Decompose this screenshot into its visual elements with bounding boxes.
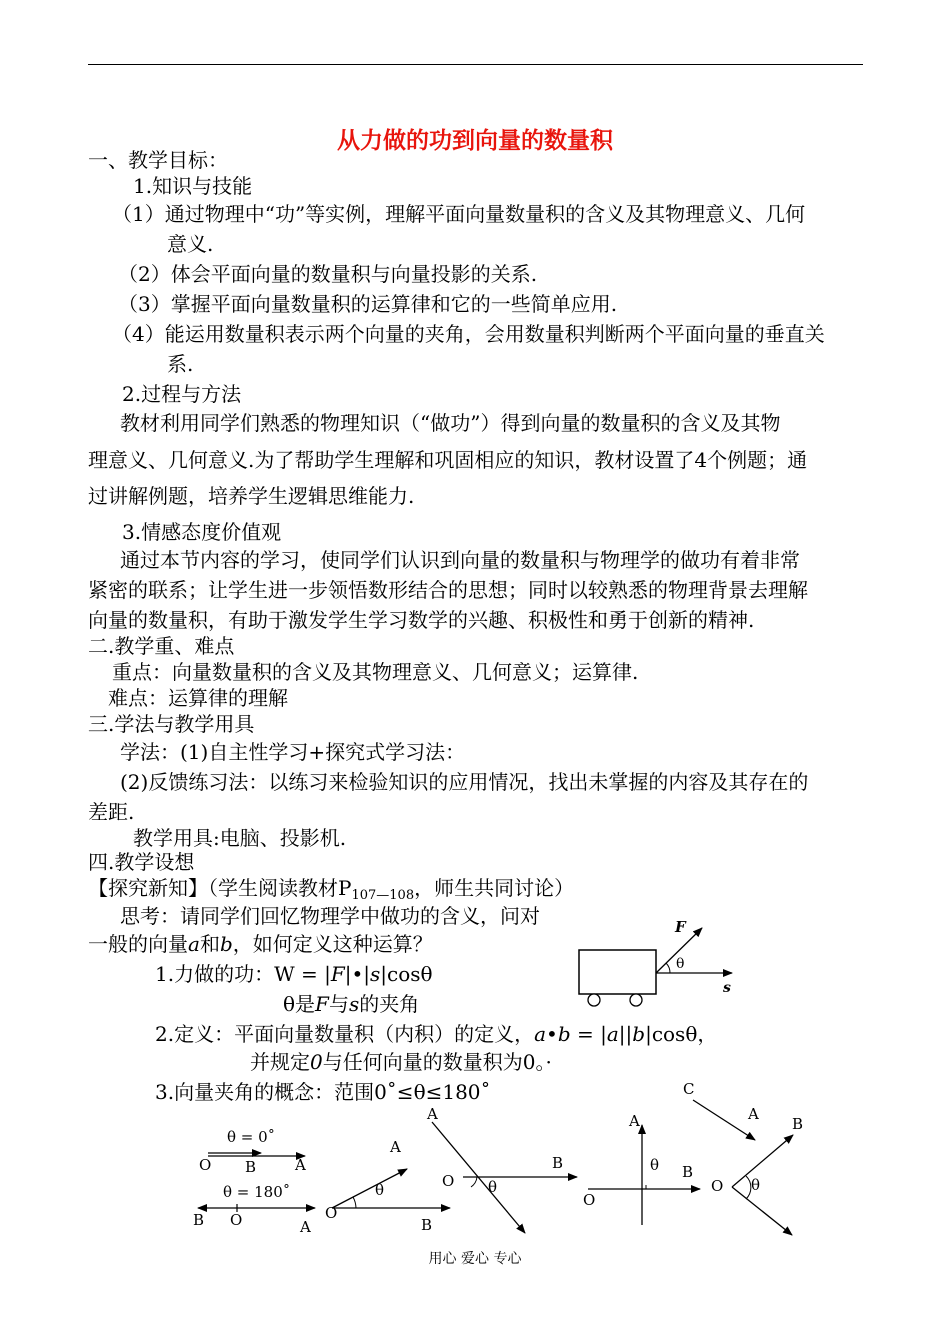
goal-4-cont: 系. <box>167 352 194 376</box>
paragraph-process-3: 过讲解例题，培养学生逻辑思维能力. <box>88 484 415 508</box>
angle-arc <box>353 1197 356 1208</box>
label-A: A <box>295 1156 306 1174</box>
work-formula: 1.力做的功：W = |F|•|s|cosθ <box>155 962 433 986</box>
think-question-2: 一般的向量a和b，如何定义这种运算？ <box>88 932 433 956</box>
goal-4: （4）能运用数量积表示两个向量的夹角，会用数量积判断两个平面向量的垂直关 <box>112 322 825 346</box>
goal-3: （3）掌握平面向量数量积的运算律和它的一些简单应用. <box>118 292 618 316</box>
label-B: B <box>245 1158 257 1176</box>
method-2-cont: 差距. <box>88 800 135 824</box>
paragraph-process-2: 理意义、几何意义.为了帮助学生理解和巩固相应的知识，教材设置了4个例题；通 <box>88 448 808 472</box>
goal-1: （1）通过物理中“功”等实例，理解平面向量数量积的含义及其物理意义、几何 <box>112 202 806 226</box>
label-theta: θ <box>488 1178 498 1196</box>
method-1: 学法：(1)自主性学习+探究式学习法： <box>120 740 466 764</box>
label-theta-zero: θ = 0˚ <box>227 1128 276 1146</box>
box <box>579 950 656 994</box>
key-point: 重点：向量数量积的含义及其物理意义、几何意义；运算律. <box>112 660 639 684</box>
heading-design: 四.教学设想 <box>88 850 195 874</box>
wheel <box>588 994 600 1006</box>
label-O: O <box>199 1156 212 1174</box>
teaching-tools: 教学用具:电脑、投影机. <box>133 826 347 850</box>
goal-1-cont: 意义. <box>167 232 214 256</box>
subheading-attitude: 3.情感态度价值观 <box>122 520 282 544</box>
header-rule <box>88 64 863 65</box>
zero-vector-rule: 并规定0与任何向量的数量积为0。· <box>250 1050 552 1074</box>
label-theta-180: θ = 180˚ <box>223 1183 291 1201</box>
heading-key-points: 二.教学重、难点 <box>88 634 235 658</box>
label-theta: θ <box>650 1156 660 1174</box>
label-A: A <box>390 1138 401 1156</box>
angle-arc <box>471 1177 477 1187</box>
label-A: A <box>748 1105 759 1123</box>
heading-objectives: 一、教学目标： <box>88 148 228 172</box>
label-A: A <box>300 1218 311 1236</box>
vector-OA <box>332 1169 407 1208</box>
label-O: O <box>230 1211 243 1229</box>
label-theta: θ <box>375 1181 385 1199</box>
displacement-label: s <box>723 980 731 996</box>
theta-label: θ <box>676 956 685 972</box>
paragraph-attitude-1: 通过本节内容的学习，使同学们认识到向量的数量积与物理学的做功有着非常 <box>120 548 800 572</box>
think-question-1: 思考：请同学们回忆物理学中做功的含义，问对 <box>120 904 540 928</box>
force-label: F <box>675 918 686 936</box>
difficult-point: 难点：运算律的理解 <box>108 686 288 710</box>
wheel <box>630 994 642 1006</box>
label-A: A <box>629 1112 640 1130</box>
paragraph-attitude-2: 紧密的联系；让学生进一步领悟数形结合的思想；同时以较熟悉的物理背景去理解 <box>88 578 808 602</box>
goal-2: （2）体会平面向量的数量积与向量投影的关系. <box>118 262 538 286</box>
label-B: B <box>552 1154 564 1172</box>
subheading-knowledge: 1.知识与技能 <box>133 174 253 198</box>
method-2: (2)反馈练习法：以练习来检验知识的应用情况，找出未掌握的内容及其存在的 <box>120 770 809 794</box>
dot-product-definition: 2.定义：平面向量数量积（内积）的定义，a•b = |a||b|cosθ， <box>155 1022 718 1046</box>
vector-OB <box>732 1135 793 1187</box>
label-A: A <box>427 1105 438 1123</box>
paragraph-process-1: 教材利用同学们熟悉的物理知识（“做功”）得到向量的数量积的含义及其物 <box>120 411 781 435</box>
label-B: B <box>421 1216 433 1234</box>
label-C: C <box>683 1080 695 1098</box>
force-diagram <box>570 910 750 1020</box>
label-B: B <box>792 1115 804 1133</box>
angle-definition: θ是F与s的夹角 <box>283 992 420 1016</box>
label-O: O <box>325 1204 338 1222</box>
page-footer: 用心 爱心 专心 <box>428 1251 522 1267</box>
vector-angle-diagrams <box>185 1075 825 1250</box>
angle-range: 3.向量夹角的概念：范围0˚≤θ≤180˚ <box>155 1080 491 1104</box>
label-O: O <box>583 1191 596 1209</box>
vector-CA <box>693 1100 755 1140</box>
label-theta: θ <box>751 1176 761 1194</box>
paragraph-attitude-3: 向量的数量积，有助于激发学生学习数学的兴趣、积极性和勇于创新的精神. <box>88 608 755 632</box>
label-B: B <box>682 1163 694 1181</box>
page-title: 从力做的功到向量的数量积 <box>337 128 613 154</box>
vector-OA <box>732 1187 792 1235</box>
label-O: O <box>442 1172 455 1190</box>
label-O: O <box>711 1177 724 1195</box>
label-B: B <box>193 1211 205 1229</box>
heading-methods: 三.学法与教学用具 <box>88 712 255 736</box>
subheading-process: 2.过程与方法 <box>122 382 242 406</box>
explore-line: 【探究新知】（学生阅读教材$P_{107—108}$，师生共同讨论） <box>88 876 575 903</box>
angle-arc <box>666 963 670 973</box>
